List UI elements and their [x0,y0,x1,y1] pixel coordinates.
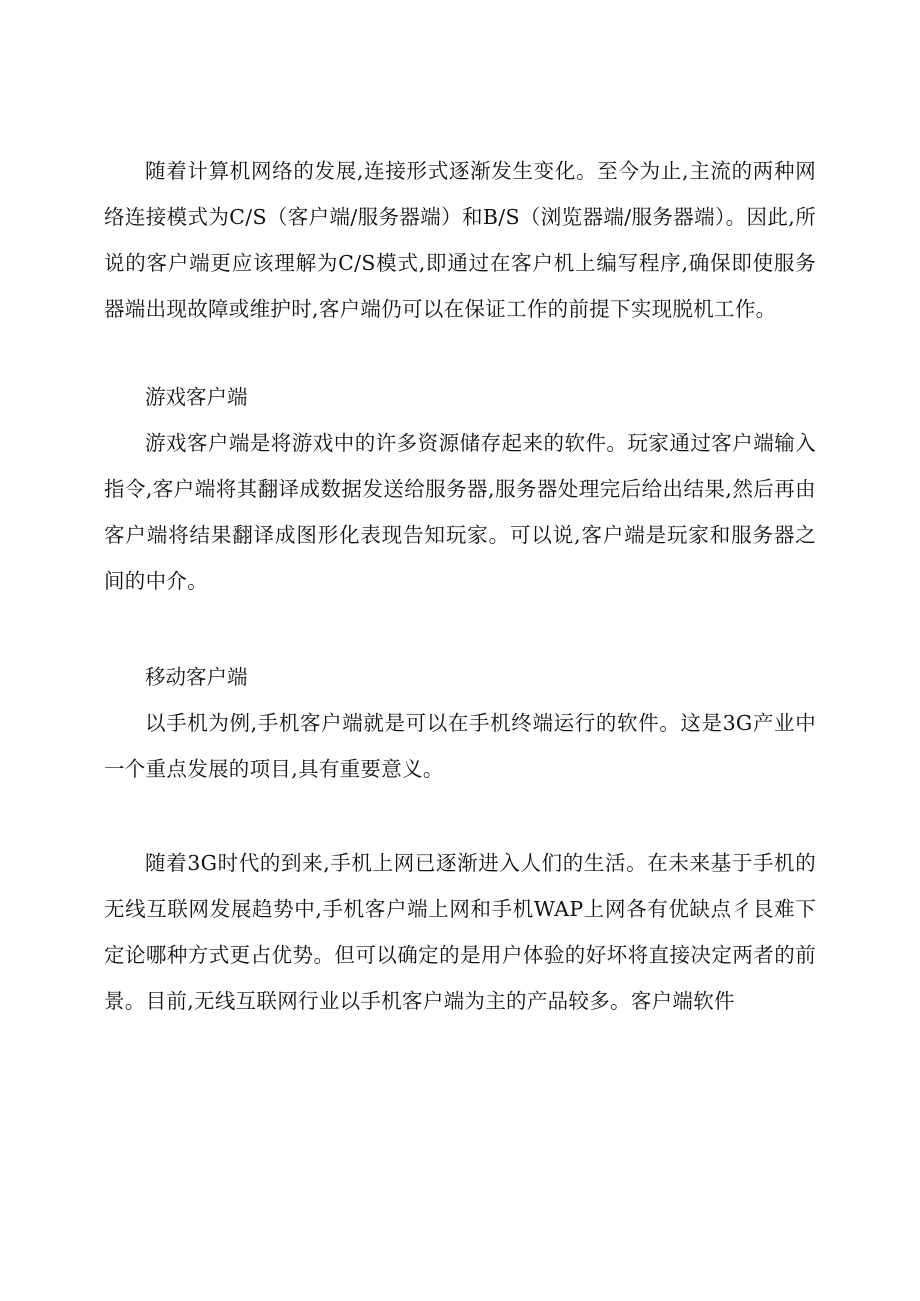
paragraph-spacer [104,792,816,840]
paragraph-game-client: 游戏客户端是将游戏中的许多资源储存起来的软件。玩家通过客户端输入指令,客户端将其翻译成数据发送给服务器,服务器处理完后给出结果,然后再由客户端将结果翻译成图形化表现告知玩家。可以说,客户端是玩家和服务器之间的中介。 [104,431,816,593]
paragraph-mobile-client: 以手机为例,手机客户端就是可以在手机终端运行的软件。这是3G产业中一个重点发展的项目,具有重要意义。 [104,711,816,781]
heading-mobile-client: 移动客户端 [145,665,248,689]
paragraph-3g-era: 随着3G时代的到来,手机上网已逐渐进入人们的生活。在未来基于手机的无线互联网发展趋势中,手机客户端上网和手机WAP上网各有优缺点彳艮难下定论哪种方式更占优势。但可以确定的是用户体验的好坏将直接决定两者的前景。目前,无线互联网行业以手机客户端为主的产品较多。客户端软件 [104,851,816,1013]
document-body [104,148,816,1024]
paragraph-spacer [104,604,816,654]
paragraph-spacer [104,332,816,374]
paragraph-intro: 随着计算机网络的发展,连接形式逐渐发生变化。至今为止,主流的两种网络连接模式为C/S（客户端/服务器端）和B/S（浏览器端/服务器端）。因此,所说的客户端更应该理解为C/S模式,即通过在客户机上编写程序,确保即使服务器端出现故障或维护时,客户端仍可以在保证工作的前提下实现脱机工作。 [104,159,816,321]
heading-game-client: 游戏客户端 [145,385,248,409]
